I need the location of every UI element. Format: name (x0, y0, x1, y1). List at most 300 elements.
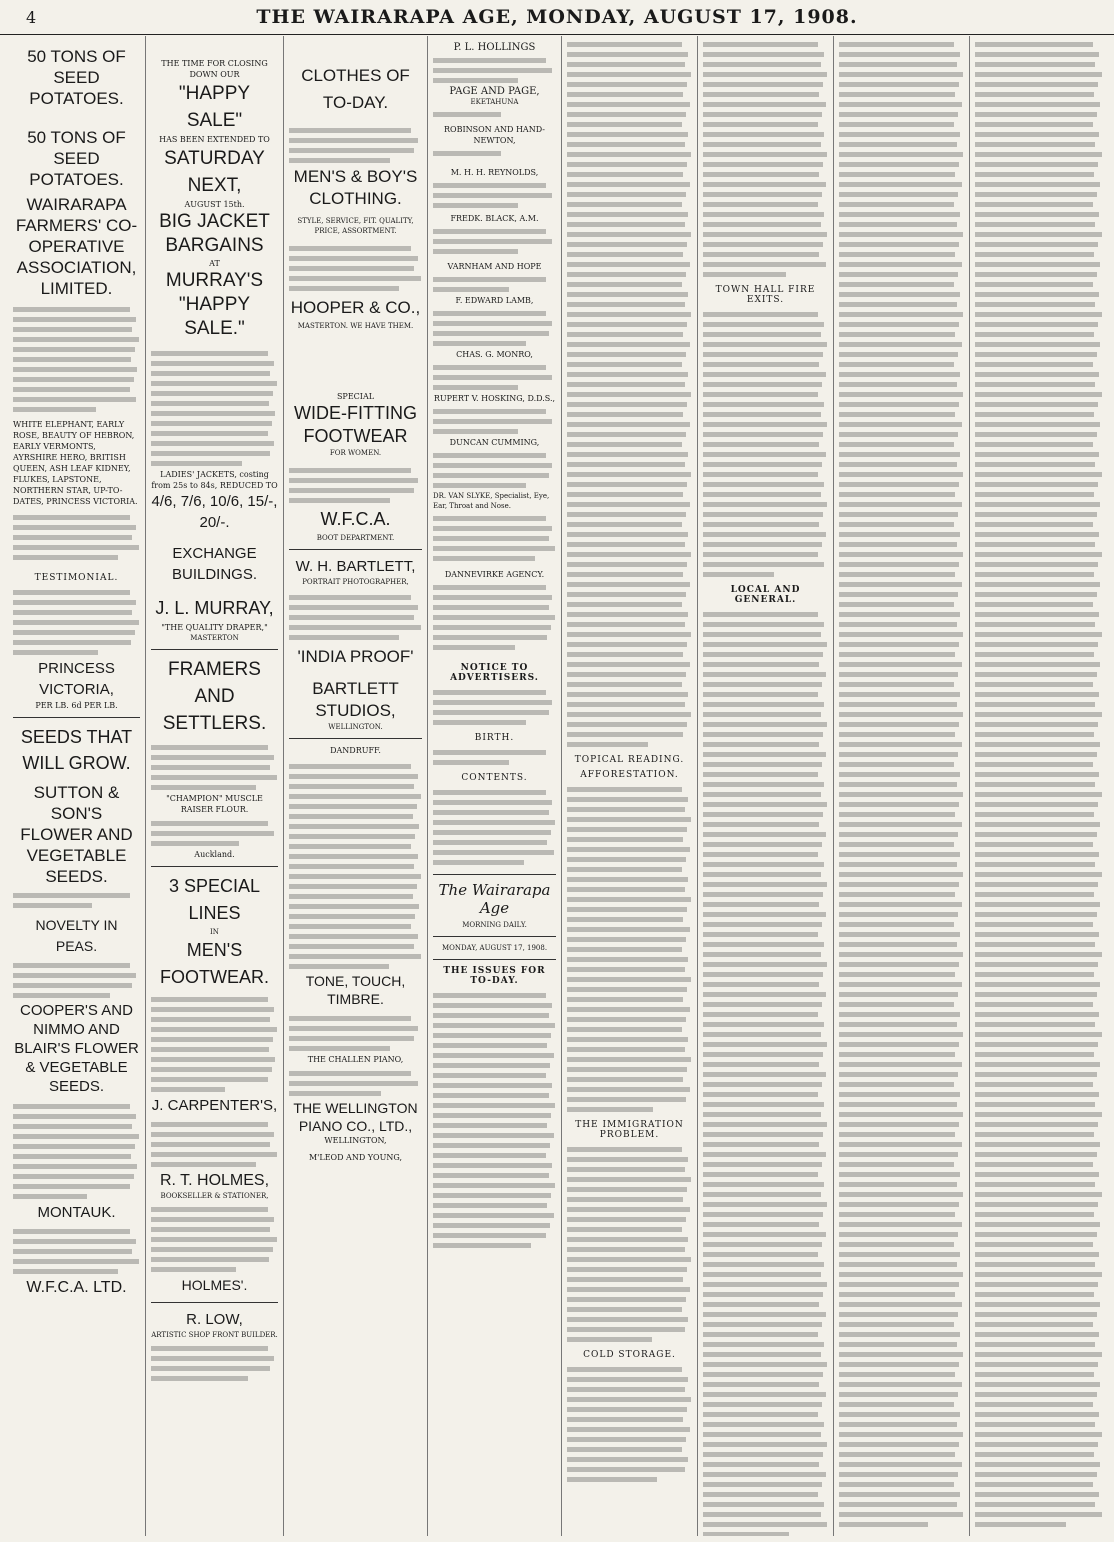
text-line (567, 1047, 685, 1052)
text-line (703, 1462, 819, 1467)
text-line (703, 1502, 824, 1507)
text-line (703, 1212, 823, 1217)
text-line (975, 1242, 1093, 1247)
text-line (151, 1047, 269, 1052)
clothes-intro (289, 126, 422, 166)
text-line (839, 932, 960, 937)
text-line (151, 831, 274, 836)
morning-daily: MORNING DAILY. (462, 921, 527, 929)
text-line (975, 1212, 1094, 1217)
text-line (567, 1077, 683, 1082)
text-line (975, 122, 1093, 127)
text-line (567, 847, 690, 852)
notice-text (433, 688, 556, 728)
text-line (839, 1212, 955, 1217)
roller-milling (151, 819, 278, 849)
divider (13, 717, 140, 718)
text-line (839, 1522, 928, 1527)
text-line (13, 640, 131, 645)
text-line (839, 392, 963, 397)
reynolds-text (433, 181, 556, 213)
text-line (975, 62, 1095, 67)
text-line (13, 407, 96, 412)
text-line (289, 128, 411, 133)
divider (433, 959, 556, 960)
text-line (975, 1432, 1102, 1437)
text-line (433, 840, 547, 845)
text-line (975, 852, 1099, 857)
text-line (703, 622, 824, 627)
text-line (433, 700, 552, 705)
text-line (839, 1312, 958, 1317)
text-line (567, 1437, 686, 1442)
text-line (703, 1122, 827, 1127)
text-line (703, 372, 826, 377)
text-line (703, 912, 826, 917)
text-line (433, 1163, 552, 1168)
text-line (975, 1042, 1098, 1047)
text-line (975, 822, 1100, 827)
text-line (567, 152, 691, 157)
text-line (567, 142, 685, 147)
text-line (975, 1052, 1094, 1057)
text-line (567, 172, 683, 177)
text-line (703, 612, 818, 617)
text-line (703, 242, 823, 247)
text-line (703, 1192, 821, 1197)
potato-varieties: WHITE ELEPHANT, EARLY ROSE, BEAUTY OF HEBRON, EARLY VERMONTS, AYRSHIRE HERO, BRITISH QUEEN, ASH LEAF KIDNEY, FLUKES, LAPSTONE, NORTHERN STAR, UP-TO-DATES, PRINCESS VICTORIA. (13, 420, 138, 506)
text-line (289, 944, 414, 949)
text-line (703, 732, 823, 737)
text-line (975, 782, 1095, 787)
text-line (975, 112, 1097, 117)
mleod-young: M'LEOD AND YOUNG, (308, 1153, 403, 1162)
text-line (975, 622, 1095, 627)
text-line (839, 612, 960, 617)
text-line (13, 1124, 132, 1129)
text-line (151, 381, 277, 386)
column-6 (698, 36, 834, 1536)
text-line (433, 375, 552, 380)
text-line (975, 1492, 1099, 1497)
text-line (567, 1377, 688, 1382)
text-line (433, 605, 549, 610)
text-line (839, 152, 963, 157)
wpc-location: WELLINGTON, (324, 1136, 387, 1145)
local-news-1 (703, 610, 828, 1536)
text-line (839, 1142, 962, 1147)
text-line (567, 1147, 682, 1152)
text-line (703, 62, 821, 67)
varnham-hope: VARNHAM AND HOPE (447, 262, 542, 271)
text-line (13, 545, 139, 550)
text-line (975, 1472, 1097, 1477)
drainage-article (567, 40, 692, 750)
text-line (975, 672, 1097, 677)
text-line (703, 1482, 822, 1487)
text-line (703, 1272, 821, 1277)
text-line (839, 1032, 963, 1037)
text-line (975, 792, 1102, 797)
text-line (289, 864, 414, 869)
text-line (703, 442, 819, 447)
text-line (433, 1013, 549, 1018)
text-line (567, 1207, 690, 1212)
text-line (975, 1372, 1094, 1377)
issues-for-today: THE ISSUES FOR TO-DAY. (443, 966, 546, 986)
text-line (567, 907, 687, 912)
murrays-happy-sale: MURRAY'S "HAPPY SALE." (165, 270, 264, 339)
text-line (839, 1182, 957, 1187)
text-line (703, 52, 824, 57)
text-line (151, 1057, 275, 1062)
text-line (703, 412, 821, 417)
text-line (567, 322, 687, 327)
text-line (289, 934, 418, 939)
text-line (975, 652, 1094, 657)
text-line (975, 592, 1097, 597)
text-line (703, 632, 821, 637)
text-line (567, 1277, 683, 1282)
text-line (13, 1114, 136, 1119)
testimonial-text (13, 588, 140, 658)
text-line (433, 239, 552, 244)
text-line (703, 1522, 827, 1527)
text-line (975, 992, 1097, 997)
text-line (839, 62, 957, 67)
bartlett-text (289, 593, 422, 643)
text-line (13, 983, 132, 988)
text-line (567, 967, 685, 972)
text-line (703, 1222, 819, 1227)
text-line (433, 1143, 550, 1148)
text-line (151, 421, 272, 426)
text-line (567, 302, 685, 307)
sale-date: AUGUST 15th. (184, 200, 245, 209)
text-line (151, 1017, 270, 1022)
text-line (567, 292, 688, 297)
text-line (567, 1397, 691, 1402)
text-line (975, 972, 1094, 977)
text-line (567, 1247, 685, 1252)
lamb-text (433, 309, 556, 349)
text-line (703, 672, 826, 677)
auckland-label: Auckland. (194, 850, 235, 859)
text-line (151, 351, 268, 356)
text-line (975, 542, 1095, 547)
text-line (975, 1322, 1093, 1327)
text-line (975, 82, 1098, 87)
text-line (975, 1392, 1097, 1397)
text-line (433, 810, 549, 815)
text-line (13, 1269, 118, 1274)
text-line (703, 362, 819, 367)
text-line (703, 1532, 789, 1536)
jacket-description (151, 349, 278, 469)
text-line (839, 1002, 954, 1007)
text-line (839, 162, 959, 167)
text-line (567, 542, 685, 547)
text-line (433, 68, 552, 73)
text-line (839, 432, 958, 437)
text-line (703, 1382, 819, 1387)
testimonial-heading: TESTIMONIAL. (34, 573, 119, 583)
text-line (703, 1302, 819, 1307)
text-line (975, 1482, 1093, 1487)
text-line (13, 367, 137, 372)
text-line (567, 997, 683, 1002)
text-line (567, 612, 688, 617)
text-line (975, 1422, 1095, 1427)
text-line (839, 492, 955, 497)
text-line (13, 525, 136, 530)
text-line (567, 977, 691, 982)
text-line (433, 331, 549, 336)
wide-fitting-footwear: WIDE-FITTING FOOTWEAR (294, 403, 417, 446)
text-line (567, 332, 683, 337)
text-line (151, 461, 242, 466)
text-line (975, 632, 1102, 637)
text-line (433, 750, 546, 755)
text-line (975, 132, 1099, 137)
text-line (567, 1317, 688, 1322)
text-line (567, 877, 688, 882)
text-line (703, 432, 823, 437)
text-line (433, 1243, 531, 1248)
text-line (703, 1092, 818, 1097)
text-line (151, 431, 268, 436)
low-text (151, 1344, 278, 1384)
holmes-end: HOLMES'. (181, 1277, 248, 1293)
text-line (839, 712, 963, 717)
text-line (703, 402, 824, 407)
text-line (839, 1172, 960, 1177)
dannevirke-text (433, 583, 556, 658)
text-line (975, 462, 1095, 467)
text-line (567, 947, 682, 952)
text-line (975, 1202, 1098, 1207)
text-line (433, 1053, 554, 1058)
edward-lamb: F. EDWARD LAMB, (455, 296, 534, 305)
text-line (433, 1223, 550, 1228)
text-line (839, 592, 958, 597)
special-label: SPECIAL (336, 392, 375, 401)
champion-flour: "CHAMPION" MUSCLE RAISER FLOUR. (166, 794, 263, 814)
text-line (151, 1162, 256, 1167)
edition-date: MONDAY, AUGUST 17, 1908. (441, 944, 548, 952)
afforestation-text (567, 785, 692, 1115)
text-line (703, 102, 826, 107)
text-line (839, 502, 962, 507)
text-line (567, 602, 682, 607)
text-line (567, 462, 685, 467)
text-line (289, 256, 418, 261)
text-line (567, 1097, 686, 1102)
text-line (975, 702, 1095, 707)
text-line (433, 1113, 551, 1118)
text-line (839, 402, 959, 407)
text-line (433, 690, 546, 695)
text-line (703, 1442, 827, 1447)
text-line (567, 1447, 682, 1452)
text-line (975, 832, 1097, 837)
text-line (433, 1153, 546, 1158)
text-line (567, 662, 690, 667)
text-line (567, 652, 683, 657)
text-line (289, 824, 419, 829)
text-line (975, 1012, 1099, 1017)
text-line (433, 1173, 549, 1178)
cooper-seeds: COOPER'S AND NIMMO AND BLAIR'S FLOWER & VEGETABLE SEEDS. (14, 1002, 139, 1095)
text-line (567, 222, 685, 227)
text-line (13, 963, 130, 968)
text-line (839, 1122, 959, 1127)
mens-footwear: MEN'S FOOTWEAR. (160, 940, 269, 987)
text-line (975, 1082, 1093, 1087)
three-special-lines: 3 SPECIAL LINES (168, 876, 261, 923)
masthead (0, 0, 1114, 35)
text-line (703, 1172, 818, 1177)
text-line (289, 158, 390, 163)
text-line (975, 192, 1097, 197)
text-line (839, 622, 957, 627)
text-line (289, 1046, 390, 1051)
text-line (839, 382, 957, 387)
potato-description (13, 305, 140, 415)
text-line (975, 642, 1098, 647)
hollings: P. L. HOLLINGS (453, 42, 536, 53)
text-line (703, 462, 822, 467)
text-line (975, 802, 1098, 807)
text-line (975, 92, 1094, 97)
jacket-prices: 4/6, 7/6, 10/6, 15/-, 20/-. (151, 493, 278, 531)
robinson-text (433, 149, 556, 167)
text-line (839, 652, 955, 657)
text-line (975, 1072, 1097, 1077)
text-line (151, 775, 277, 780)
text-line (975, 332, 1094, 337)
text-line (839, 1222, 962, 1227)
text-line (13, 973, 136, 978)
text-line (975, 1452, 1094, 1457)
column-2 (146, 36, 284, 1536)
text-line (839, 1362, 959, 1367)
text-line (975, 472, 1102, 477)
text-line (433, 625, 551, 630)
text-line (975, 442, 1093, 447)
text-line (839, 742, 962, 747)
text-line (839, 452, 960, 457)
text-line (151, 441, 274, 446)
text-line (839, 782, 957, 787)
text-line (703, 822, 819, 827)
clothes-of-today: CLOTHES OF TO-DAY. (301, 66, 410, 112)
text-line (703, 352, 823, 357)
divider (433, 874, 556, 875)
text-line (289, 625, 421, 630)
text-line (567, 1267, 687, 1272)
text-line (289, 814, 413, 819)
text-line (839, 1132, 955, 1137)
text-line (839, 1162, 954, 1167)
text-line (567, 797, 688, 802)
text-line (567, 987, 687, 992)
text-line (975, 72, 1102, 77)
text-line (975, 282, 1093, 287)
text-line (975, 1342, 1095, 1347)
text-line (433, 1233, 546, 1238)
text-line (567, 562, 687, 567)
potato-price: PER LB. 6d PER LB. (35, 701, 118, 710)
text-line (839, 472, 963, 477)
text-line (289, 964, 389, 969)
text-line (289, 488, 414, 493)
text-line (567, 482, 687, 487)
text-line (567, 212, 688, 217)
text-line (567, 452, 688, 457)
text-line (975, 912, 1097, 917)
wh-bartlett: W. H. BARTLETT, (295, 558, 416, 575)
text-line (975, 342, 1100, 347)
text-line (975, 242, 1098, 247)
text-line (703, 502, 827, 507)
text-line (975, 692, 1099, 697)
text-line (839, 1052, 955, 1057)
text-line (567, 1297, 686, 1302)
text-line (13, 1194, 87, 1199)
text-line (975, 1112, 1102, 1117)
text-line (975, 952, 1102, 957)
text-line (703, 222, 821, 227)
text-line (975, 372, 1099, 377)
text-line (839, 602, 954, 607)
text-line (703, 232, 827, 237)
novelty-peas: NOVELTY IN PEAS. (35, 917, 118, 954)
divider (433, 936, 556, 937)
text-line (975, 162, 1098, 167)
text-line (839, 802, 959, 807)
text-line (433, 151, 501, 156)
peas-text (13, 961, 140, 1001)
text-line (703, 72, 827, 77)
text-line (13, 1249, 132, 1254)
text-line (289, 605, 418, 610)
text-line (151, 745, 268, 750)
text-line (703, 1352, 821, 1357)
text-line (975, 982, 1100, 987)
text-line (433, 1093, 549, 1098)
text-line (567, 867, 682, 872)
mens-boys-clothing: MEN'S & BOY'S CLOTHING. (293, 167, 418, 208)
text-line (567, 1407, 687, 1412)
text-line (567, 92, 683, 97)
text-line (975, 1152, 1097, 1157)
text-line (839, 222, 957, 227)
text-line (975, 1332, 1099, 1337)
hooper-subtitle: MASTERTON. WE HAVE THEM. (297, 322, 414, 330)
text-line (567, 62, 685, 67)
text-line (975, 732, 1094, 737)
text-line (567, 1087, 690, 1092)
text-line (567, 917, 683, 922)
text-line (567, 442, 682, 447)
text-line (567, 102, 690, 107)
text-line (975, 572, 1094, 577)
text-line (839, 1112, 963, 1117)
text-line (433, 1023, 555, 1028)
text-line (567, 272, 686, 277)
text-line (703, 1132, 823, 1137)
